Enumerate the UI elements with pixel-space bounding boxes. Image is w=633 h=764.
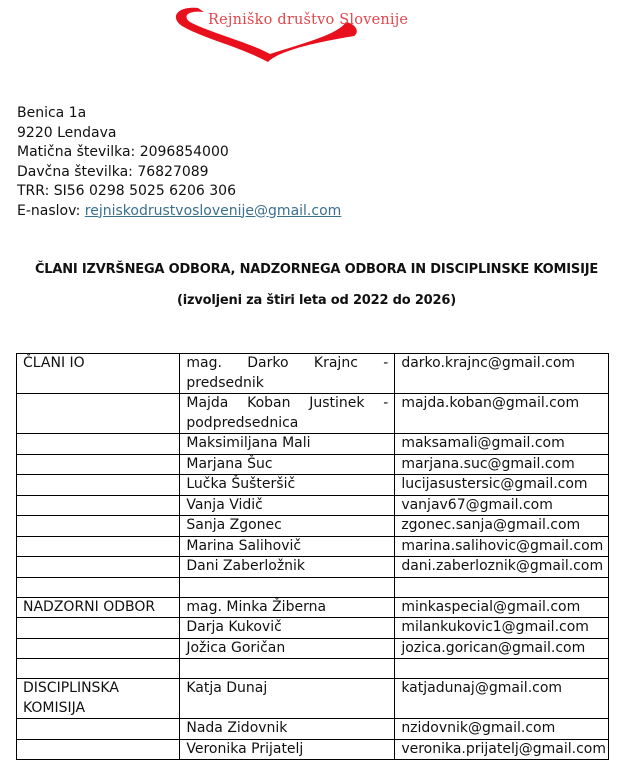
- group-cell: NADZORNI ODBOR: [17, 597, 180, 618]
- email-link[interactable]: rejniskodrustvoslovenije@gmail.com: [84, 202, 342, 219]
- name-cell: [180, 577, 395, 597]
- table-row: [17, 638, 609, 659]
- group-cell: [17, 679, 180, 719]
- role-line: predsednik: [186, 374, 264, 391]
- address-block: [17, 104, 341, 221]
- table-row: [17, 495, 609, 516]
- email-cell[interactable]: katjadunaj@gmail.com: [395, 679, 609, 719]
- email-cell[interactable]: dani.zaberloznik@gmail.com: [395, 557, 609, 578]
- email-cell[interactable]: jozica.gorican@gmail.com: [395, 638, 609, 659]
- email-cell[interactable]: vanjav67@gmail.com: [395, 495, 609, 516]
- table-row: [17, 454, 609, 475]
- name-cell: Katja Dunaj: [180, 679, 395, 719]
- name-line: mag. Darko Krajnc -: [186, 355, 389, 371]
- email-line: [17, 202, 341, 222]
- name-cell: Dani Zaberložnik: [180, 557, 395, 578]
- table-row: [17, 739, 609, 760]
- name-cell: [180, 354, 395, 394]
- table-row: [17, 557, 609, 578]
- group-cell: [17, 618, 180, 639]
- table-row: [17, 577, 609, 597]
- email-cell[interactable]: marjana.suc@gmail.com: [395, 454, 609, 475]
- email-cell[interactable]: nzidovnik@gmail.com: [395, 719, 609, 740]
- table-row: [17, 516, 609, 537]
- email-cell[interactable]: maksamali@gmail.com: [395, 434, 609, 455]
- table-row: [17, 597, 609, 618]
- group-line: KOMISIJA: [23, 699, 86, 716]
- email-cell[interactable]: lucijasustersic@gmail.com: [395, 475, 609, 496]
- logo-text: Rejniško društvo Slovenije: [208, 12, 409, 28]
- tax-number: Davčna številka: 76827089: [17, 163, 209, 180]
- email-cell[interactable]: zgonec.sanja@gmail.com: [395, 516, 609, 537]
- name-cell: Lučka Šušteršič: [180, 475, 395, 496]
- table-row: [17, 719, 609, 740]
- group-cell: ČLANI IO: [17, 354, 180, 394]
- group-cell: [17, 394, 180, 434]
- table-row: [17, 434, 609, 455]
- name-cell: Nada Zidovnik: [180, 719, 395, 740]
- email-cell[interactable]: marina.salihovic@gmail.com: [395, 536, 609, 557]
- group-cell: [17, 638, 180, 659]
- name-cell: [180, 394, 395, 434]
- name-cell: Marina Salihovič: [180, 536, 395, 557]
- group-line: DISCIPLINSKA: [23, 680, 119, 696]
- group-cell: [17, 739, 180, 760]
- street: Benica 1a: [17, 105, 87, 121]
- table-row: [17, 679, 609, 719]
- name-cell: Marjana Šuc: [180, 454, 395, 475]
- email-cell[interactable]: majda.koban@gmail.com: [395, 394, 609, 434]
- page-subtitle: (izvoljeni za štiri leta od 2022 do 2026): [177, 293, 456, 308]
- table-row: [17, 618, 609, 639]
- email-cell[interactable]: minkaspecial@gmail.com: [395, 597, 609, 618]
- registration-number: Matična številka: 2096854000: [17, 144, 229, 160]
- group-cell: [17, 557, 180, 578]
- group-cell: [17, 577, 180, 597]
- name-cell: Sanja Zgonec: [180, 516, 395, 537]
- group-cell: [17, 536, 180, 557]
- group-cell: [17, 475, 180, 496]
- members-table: [16, 353, 609, 760]
- city: 9220 Lendava: [17, 124, 117, 141]
- group-cell: [17, 495, 180, 516]
- name-cell: Jožica Goričan: [180, 638, 395, 659]
- email-cell[interactable]: darko.krajnc@gmail.com: [395, 354, 609, 394]
- table-row: [17, 394, 609, 434]
- email-cell: [395, 659, 609, 679]
- role-line: podpredsednica: [186, 414, 299, 431]
- group-cell: [17, 659, 180, 679]
- table-row: [17, 354, 609, 394]
- name-cell: Vanja Vidič: [180, 495, 395, 516]
- email-cell: [395, 577, 609, 597]
- bank-account: TRR: SI56 0298 5025 6206 306: [17, 183, 236, 199]
- group-cell: [17, 516, 180, 537]
- name-cell: Maksimiljana Mali: [180, 434, 395, 455]
- group-cell: [17, 434, 180, 455]
- group-cell: [17, 719, 180, 740]
- table-row: [17, 536, 609, 557]
- page-title: ČLANI IZVRŠNEGA ODBORA, NADZORNEGA ODBORA IN DISCIPLINSKE KOMISIJE: [34, 262, 599, 277]
- group-cell: [17, 454, 180, 475]
- logo: [168, 2, 468, 64]
- name-cell: [180, 659, 395, 679]
- table-row: [17, 475, 609, 496]
- email-cell[interactable]: milankukovic1@gmail.com: [395, 618, 609, 639]
- name-line: Majda Koban Justinek -: [186, 395, 389, 411]
- name-cell: mag. Minka Žiberna: [180, 597, 395, 618]
- email-cell[interactable]: veronika.prijatelj@gmail.com: [395, 739, 609, 760]
- name-cell: Veronika Prijatelj: [180, 739, 395, 760]
- table-row: [17, 659, 609, 679]
- email-label: E-naslov:: [17, 202, 85, 219]
- name-cell: Darja Kukovič: [180, 618, 395, 639]
